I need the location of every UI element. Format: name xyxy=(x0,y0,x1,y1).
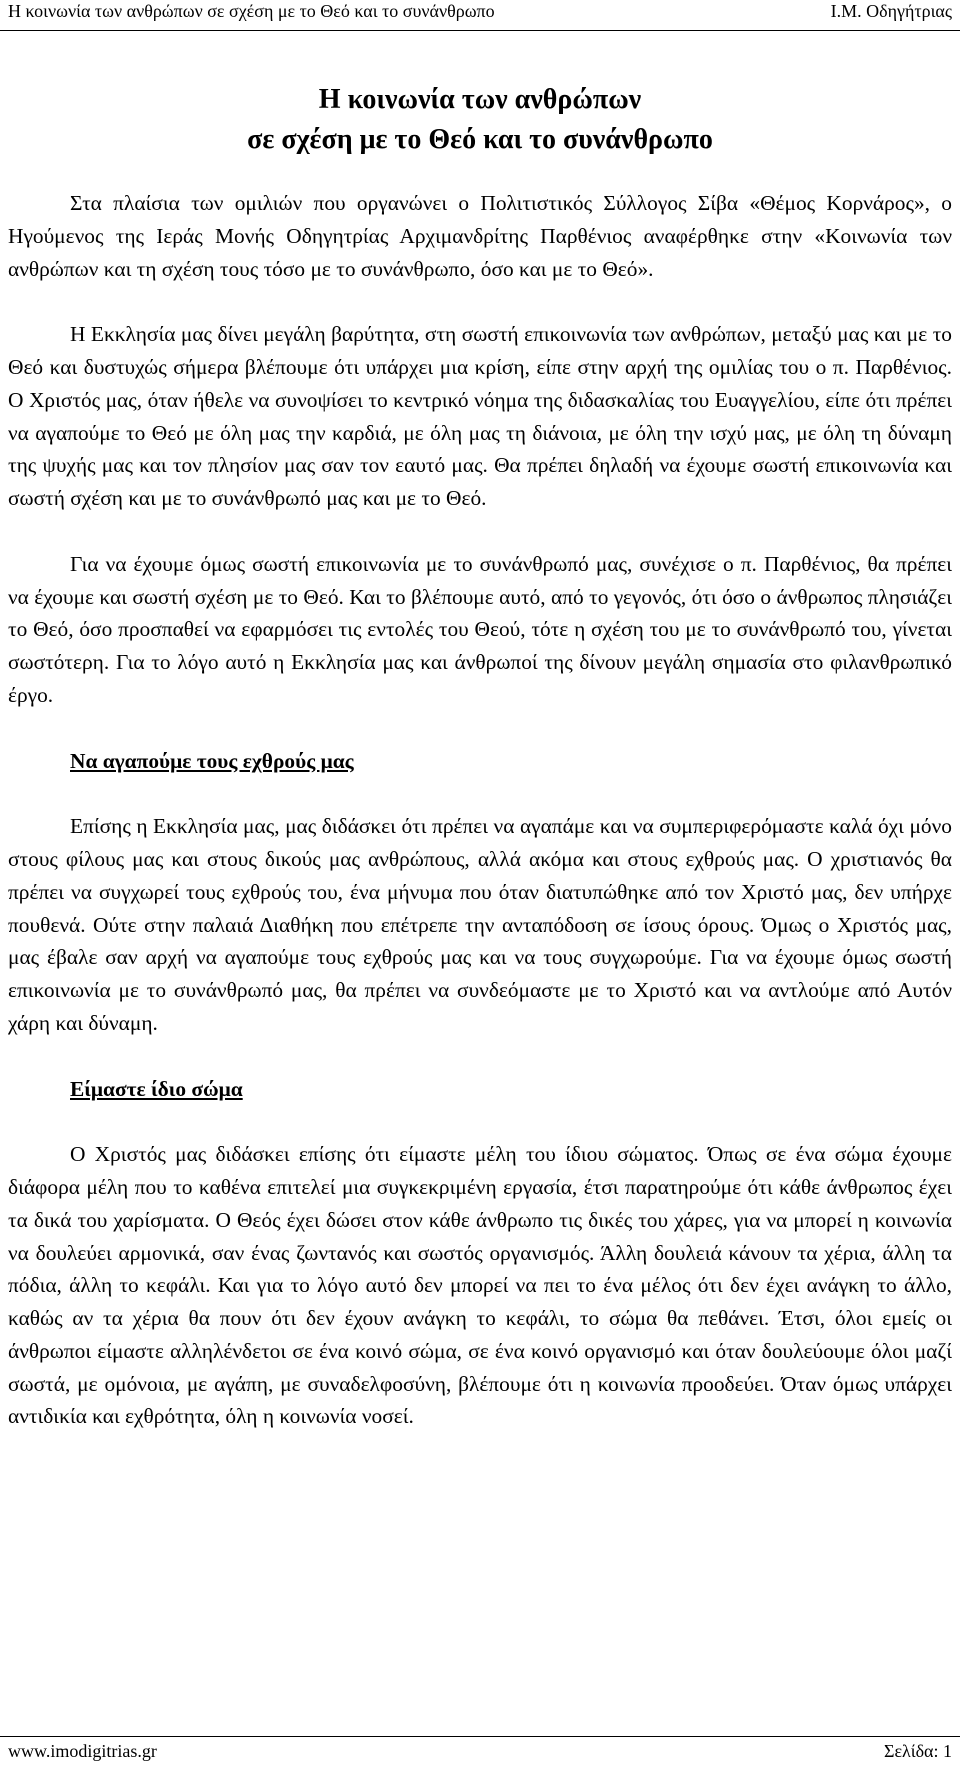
article-title-line-2: σε σχέση με το Θεό και το συνάνθρωπο xyxy=(247,124,713,155)
article-title-line-1: Η κοινωνία των ανθρώπων xyxy=(318,84,642,115)
article-title xyxy=(0,80,960,160)
page-footer xyxy=(0,1736,960,1767)
footer-website: www.imodigitrias.gr xyxy=(8,1741,157,1761)
section-heading-love-enemies: Να αγαπούμε τους εχθρούς μας xyxy=(70,748,354,773)
section-heading-same-body: Είμαστε ίδιο σώμα xyxy=(70,1076,243,1101)
article-body xyxy=(8,187,952,1466)
header-document-title: Η κοινωνία των ανθρώπων σε σχέση με το Θεό και το συνάνθρωπο xyxy=(8,1,495,21)
paragraph-relation-with-god: Για να έχουμε όμως σωστή επικοινωνία με το συνάνθρωπό μας, συνέχισε ο π. Παρθένιος, θα πρέπει να έχουμε και σωστή σχέση με το Θεό. Και το βλέπουμε αυτό, από το γεγονός, ότι όσο ο άνθρωπος πλησιάζει το Θεό, όσο προσπαθεί να εφαρμόσει τις εντολές του Θεού, τότε η σχέση του με το συνάνθρωπό του, γίνεται σωστότερη. Για το λόγο αυτό η Εκκλησία μας και άνθρωποί της δίνουν μεγάλη σημασία στο φιλανθρωπικό έργο. xyxy=(8,551,952,707)
paragraph-love-enemies: Επίσης η Εκκλησία μας, μας διδάσκει ότι πρέπει να αγαπάμε και να συμπεριφερόμαστε καλά όχι μόνο στους φίλους μας και στους δικούς μας ανθρώπους, αλλά ακόμα και στους εχθρούς μας. Ο χριστιανός θα πρέπει να συγχωρεί τους εχθρούς του, ένα μήνυμα που όταν διατυπώθηκε από τον Χριστό μας, δεν υπήρχε πουθενά. Ούτε στην παλαιά Διαθήκη που επέτρεπε την ανταπόδοση σε ίσους όρους. Όμως ο Χριστός μας, μας έβαλε σαν αρχή να αγαπούμε τους εχθρούς μας και να τους συγχωρούμε. Για να έχουμε όμως σωστή επικοινωνία με το συνάνθρωπό μας, θα πρέπει να συνδεόμαστε με το Χριστό και να αντλούμε από Αυτόν χάρη και δύναμη. xyxy=(8,814,952,1035)
paragraph-same-body: Ο Χριστός μας διδάσκει επίσης ότι είμαστε μέλη του ίδιου σώματος. Όπως σε ένα σώμα έχουμε διάφορα μέλη που το καθένα επιτελεί μια συγκεκριμένη εργασία, έτσι παρατηρούμε ότι κάθε άνθρωπος έχει τα δικά του χαρίσματα. Ο Θεός έχει δώσει στον κάθε άνθρωπο τις δικές του χάρες, για να μπορεί η κοινωνία να δουλεύει αρμονικά, σαν ένας ζωντανός και σωστός οργανισμός. Άλλη δουλειά κάνουν τα χέρια, άλλη τα πόδια, άλλη το κεφάλι. Και για το λόγο αυτό δεν μπορεί να πει το ένα μέλος ότι δεν έχει ανάγκη το άλλο, καθώς αν τα χέρια θα πουν ότι δεν έχουν ανάγκη το κεφάλι, το σώμα θα πεθάνει. Έτσι, όλοι εμείς οι άνθρωποι είμαστε αλληλένδετοι σε ένα κοινό σώμα, σε ένα κοινό οργανισμό και όταν δουλεύουμε όλοι μαζί σωστά, με ομόνοια, με αγάπη, με συναδελφοσύνη, βλέπουμε ότι η κοινωνία προοδεύει. Όταν όμως υπάρχει αντιδικία και εχθρότητα, όλη η κοινωνία νοσεί. xyxy=(8,1142,952,1429)
footer-page-number: Σελίδα: 1 xyxy=(883,1741,952,1761)
paragraph-communication: Η Εκκλησία μας δίνει μεγάλη βαρύτητα, στη σωστή επικοινωνία των ανθρώπων, μεταξύ μας και με το Θεό και δυστυχώς σήμερα βλέπουμε ότι υπάρχει μια κρίση, είπε στην αρχή της ομιλίας του ο π. Παρθένιος. Ο Χριστός μας, όταν ήθελε να συνοψίσει το κεντρικό νόημα της διδασκαλίας του Ευαγγελίου, είπε ότι πρέπει να αγαπούμε το Θεό με όλη μας την καρδιά, με όλη μας τη διάνοια, με όλη την ισχύ μας, με όλη τη δύναμη της ψυχής μας και τον πλησίον μας σαν τον εαυτό μας. Θα πρέπει δηλαδή να έχουμε σωστή επικοινωνία και σωστή σχέση και με το συνάνθρωπό μας και με το Θεό. xyxy=(8,322,952,511)
paragraph-intro: Στα πλαίσια των ομιλιών που οργανώνει ο Πολιτιστικός Σύλλογος Σίβα «Θέμος Κορνάρος», ο Ηγούμενος της Ιεράς Μονής Οδηγητρίας Αρχιμανδρίτης Παρθένιος αναφέρθηκε στην «Κοινωνία των ανθρώπων και τη σχέση τους τόσο με το συνάνθρωπο, όσο και με το Θεό». xyxy=(8,191,952,281)
page-header xyxy=(0,0,960,31)
header-monastery-name: Ι.Μ. Οδηγήτριας xyxy=(830,1,952,21)
